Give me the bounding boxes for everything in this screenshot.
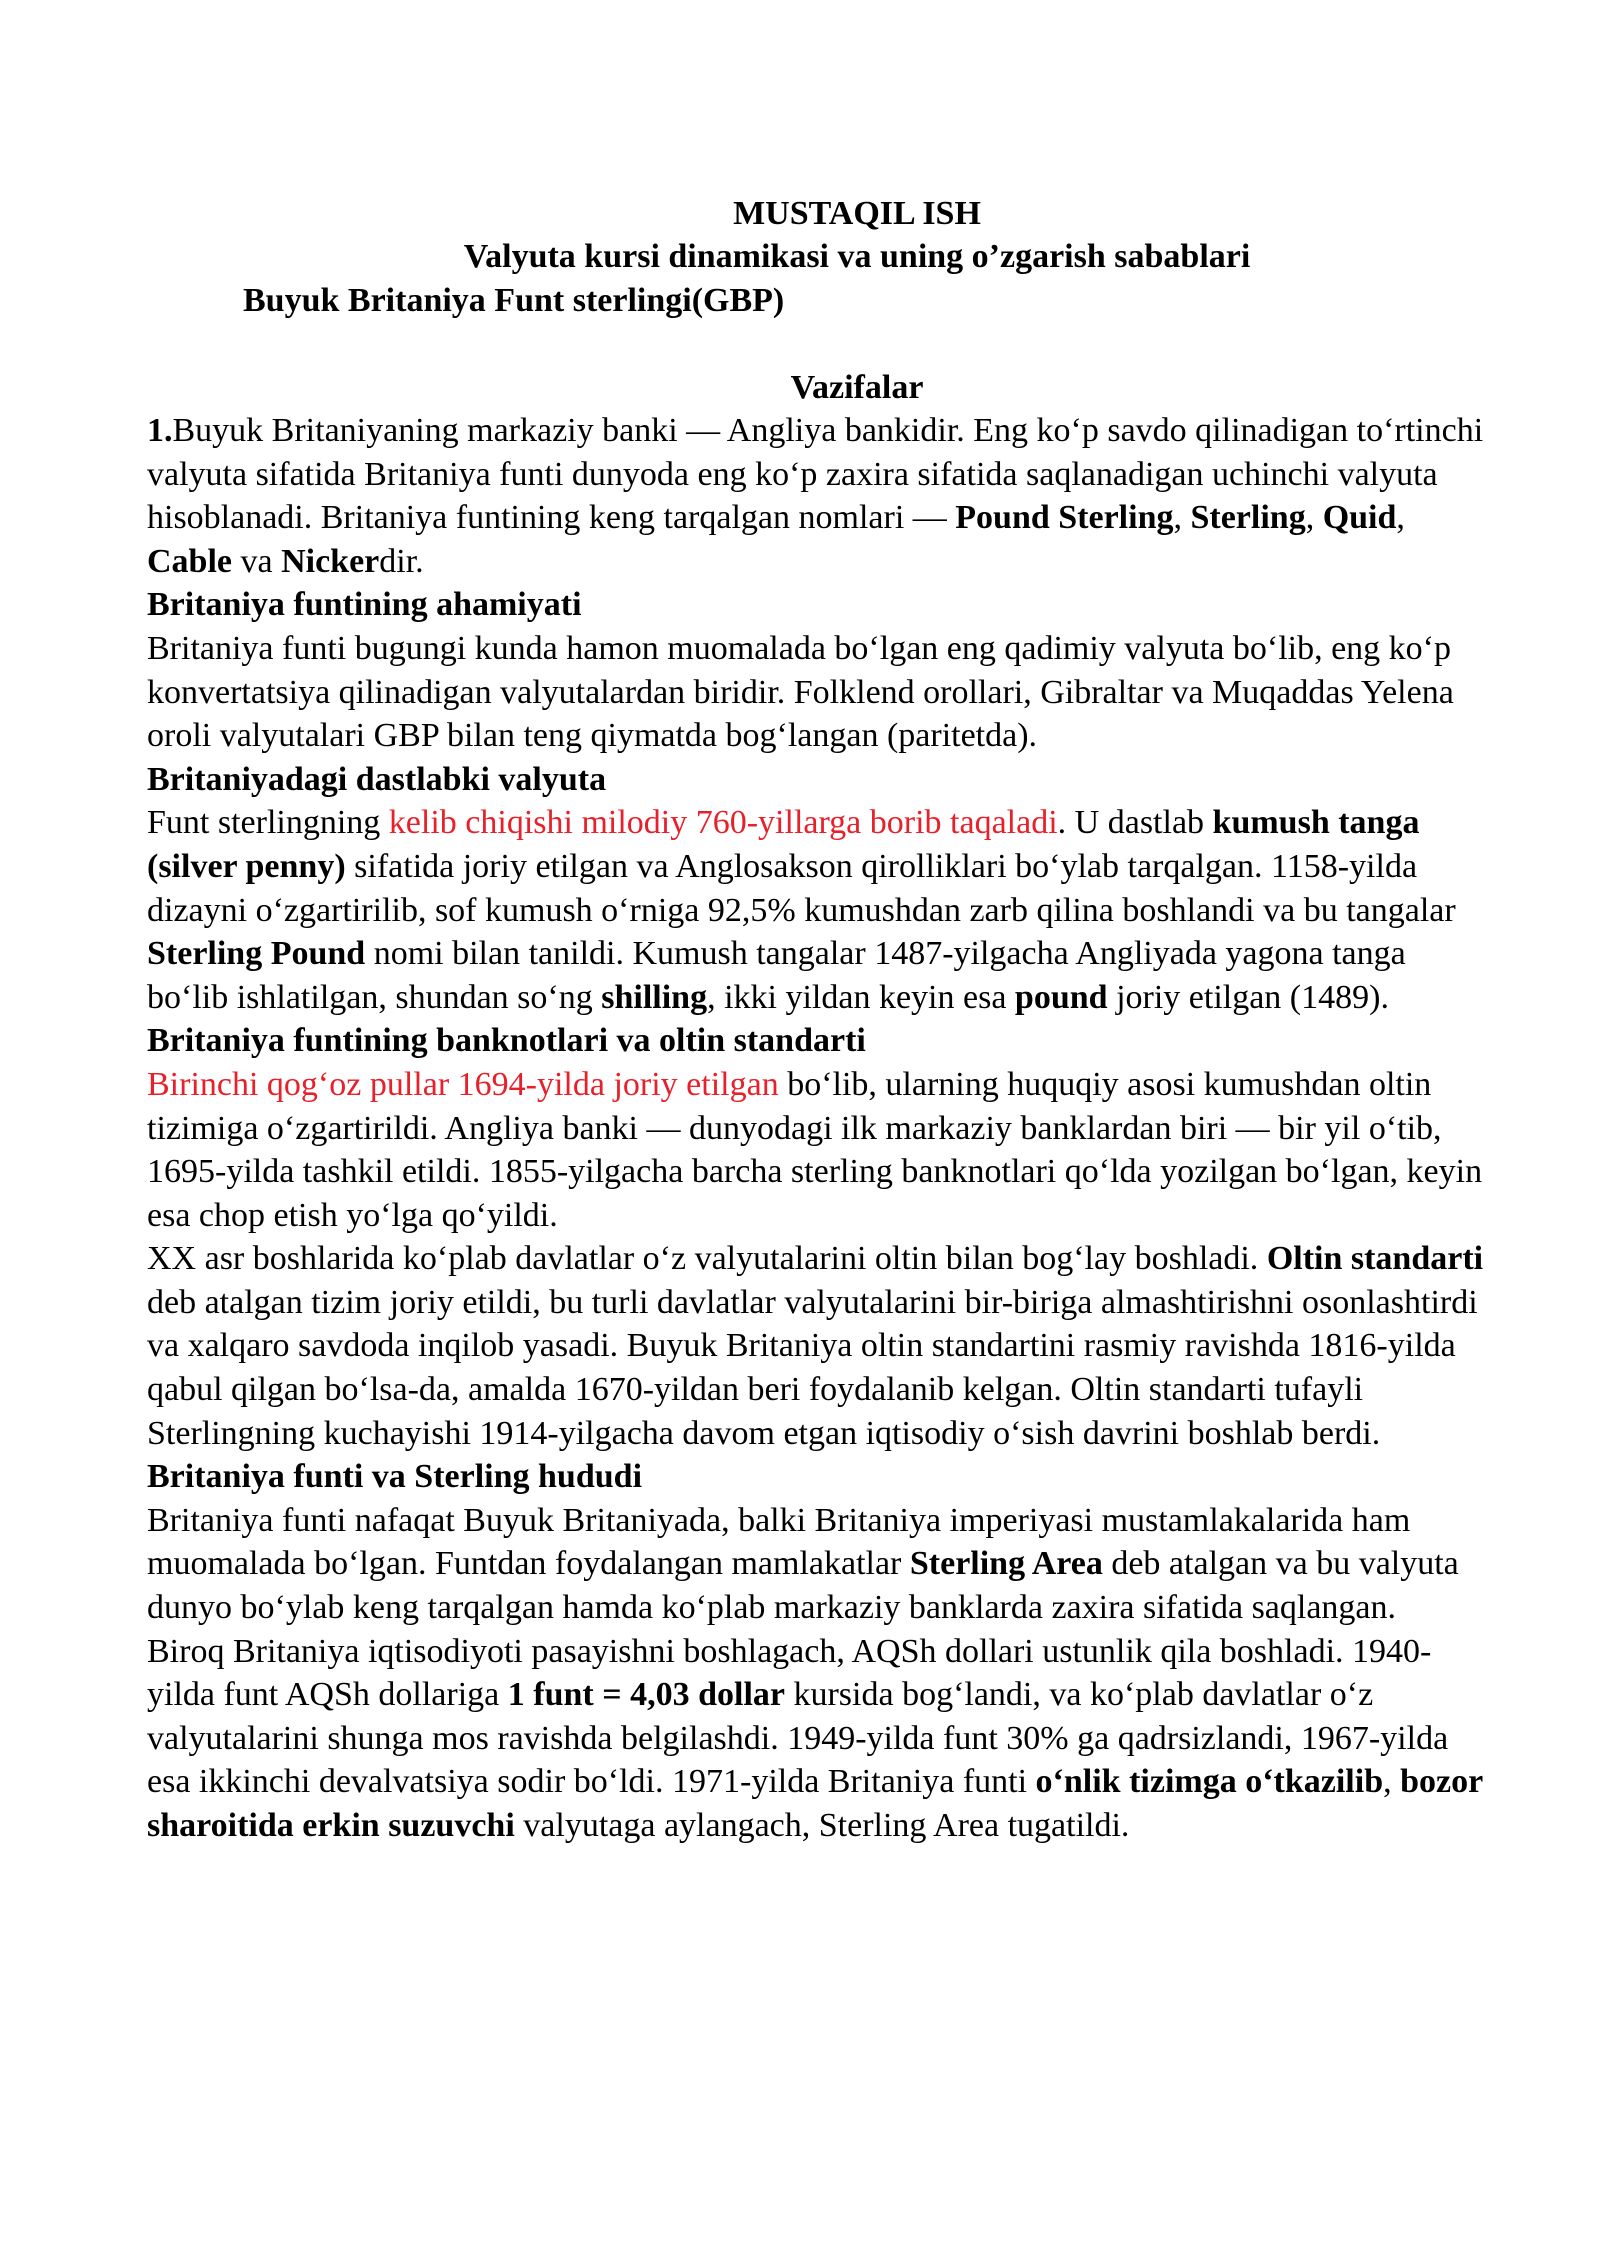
document-topic: Buyuk Britaniya Funt sterlingi(GBP)	[243, 282, 785, 319]
text-run: deb atalgan va bu valyuta dunyo boʻylab keng tarqalgan hamda koʻplab markaziy banklarda zaxira sifatida saqlangan.	[147, 1545, 1459, 1627]
list-number: 1.	[147, 412, 173, 449]
bold-term: Pound Sterling	[955, 499, 1174, 537]
heading-banknotes: Britaniya funtining banknotlari va oltin standarti	[147, 1022, 866, 1060]
bold-term: Nicker	[281, 542, 380, 580]
bold-term: bozor sharoitida erkin suzuvchi	[147, 1763, 1483, 1844]
paragraph-importance: Britaniya funti bugungi kunda hamon muomalada boʻlgan eng qadimiy valyuta boʻlib, eng koʻp konvertatsiya qilinadigan valyutalardan biridir. Folklend orollari, Gibraltar va Muqaddas Yelena oroli valyutalari GBP bilan teng qiymatda bogʻlangan (paritetda).	[147, 629, 1454, 755]
text-run: ,	[1396, 499, 1405, 537]
bold-term: Sterling Pound	[147, 935, 366, 973]
paragraph-sterling-area	[147, 1499, 1487, 1630]
paragraph-central-bank	[147, 409, 1487, 583]
bold-term: Sterling	[1190, 499, 1306, 537]
text-run: Funt sterlingning	[147, 804, 389, 842]
text-run: valyutaga aylangach, Sterling Area tugatildi.	[514, 1807, 1130, 1844]
text-run: deb atalgan tizim joriy etildi, bu turli davlatlar valyutalarini bir-biriga almashtirishni osonlashtirdi va xalqaro savdoda inqilob yasadi. Buyuk Britaniya oltin standartini rasmiy ravishda 1816-yilda qabul qilgan boʻlsa-da, amalda 1670-yildan beri foydalanib kelgan. Oltin standarti tufayli Sterlingning kuchayishi 1914-yilgacha davom etgan iqtisodiy oʻsish davrini boshlab berdi.	[147, 1283, 1478, 1452]
bold-term: 1 funt = 4,03 dollar	[507, 1676, 785, 1714]
text-run: va	[232, 542, 282, 580]
bold-term: Quid	[1322, 499, 1397, 537]
highlighted-text: kelib chiqishi milodiy 760-yillarga borib taqaladi	[388, 804, 1058, 842]
text-run: joriy etilgan (1489).	[1107, 978, 1389, 1016]
bold-term: Sterling Area	[909, 1545, 1103, 1583]
highlighted-text: Birinchi qogʻoz pullar 1694-yilda joriy etilgan	[147, 1065, 779, 1103]
bold-term: kumush tanga (silver penny)	[147, 804, 1420, 885]
bold-term: Oltin standarti	[1266, 1240, 1484, 1278]
text-run: Britaniya funti nafaqat Buyuk Britaniyada, balki Britaniya imperiyasi mustamlakalarida ham muomalada boʻlgan. Funtdan foydalangan mamlakatlar	[147, 1501, 1411, 1583]
text-run: , ikki yildan keyin esa	[707, 978, 1015, 1016]
paragraph-dollar-dominance	[147, 1630, 1487, 1848]
document-subtitle: Valyuta kursi dinamikasi va uning o’zgarish sabablari	[463, 238, 1251, 275]
text-run: XX asr boshlarida koʻplab davlatlar oʻz valyutalarini oltin bilan bogʻlay boshladi.	[147, 1240, 1267, 1278]
document-body	[147, 409, 1487, 1848]
text-run: ,	[1305, 499, 1323, 537]
text-run: ,	[1173, 499, 1191, 537]
paragraph-banknotes	[147, 1063, 1487, 1237]
document-title: MUSTAQIL ISH	[733, 195, 981, 232]
paragraph-early-currency	[147, 801, 1487, 1019]
text-run: boʻlib, ularning huquqiy asosi kumushdan oltin tizimiga oʻzgartirildi. Angliya banki — dunyodagi ilk markaziy banklardan biri — bir yil oʻtib, 1695-yilda tashkil etildi. 1855-yilgacha barcha sterling banknotlari qoʻlda yozilgan boʻlgan, keyin esa chop etish yoʻlga qoʻyildi.	[147, 1065, 1483, 1234]
text-run: ,	[1383, 1763, 1401, 1801]
heading-importance: Britaniya funtining ahamiyati	[147, 586, 582, 624]
bold-term: shilling	[601, 978, 708, 1016]
tasks-heading: Vazifalar	[790, 369, 924, 406]
bold-term: Cable	[147, 542, 232, 580]
text-run: . U dastlab	[1057, 804, 1213, 842]
text-run: nomi bilan tanildi. Kumush tangalar 1487-yilgacha Angliyada yagona tanga boʻlib ishlatilgan, shundan soʻng	[147, 935, 1406, 1016]
bold-term: oʻnlik tizimga oʻtkazilib	[1035, 1763, 1384, 1801]
heading-sterling-area: Britaniya funti va Sterling hududi	[147, 1458, 643, 1496]
bold-term: pound	[1014, 978, 1108, 1016]
heading-early-currency: Britaniyadagi dastlabki valyuta	[147, 760, 607, 798]
text-run: kursida bogʻlandi, va koʻplab davlatlar oʻz valyutalarini shunga mos ravishda belgilashdi. 1949-yilda funt 30% ga qadrsizlandi, 1967-yilda esa ikkinchi devalvatsiya sodir boʻldi. 1971-yilda Britaniya funti	[147, 1676, 1449, 1801]
text-run: dir.	[379, 542, 424, 580]
text-run: Biroq Britaniya iqtisodiyoti pasayishni boshlagach, AQSh dollari ustunlik qila boshladi. 1940-yilda funt AQSh dollariga	[147, 1632, 1432, 1714]
paragraph-gold-standard	[147, 1237, 1487, 1455]
text-run: sifatida joriy etilgan va Anglosakson qirolliklari boʻylab tarqalgan. 1158-yilda dizayni oʻzgartirilib, sof kumush oʻrniga 92,5% kumushdan zarb qilina boshlandi va bu tangalar	[147, 847, 1456, 929]
text-run: Buyuk Britaniyaning markaziy banki — Angliya bankidir. Eng koʻp savdo qilinadigan toʻrtinchi valyuta sifatida Britaniya funti dunyoda eng koʻp zaxira sifatida saqlanadigan uchinchi valyuta hisoblanadi. Britaniya funtining keng tarqalgan nomlari —	[147, 412, 1484, 537]
